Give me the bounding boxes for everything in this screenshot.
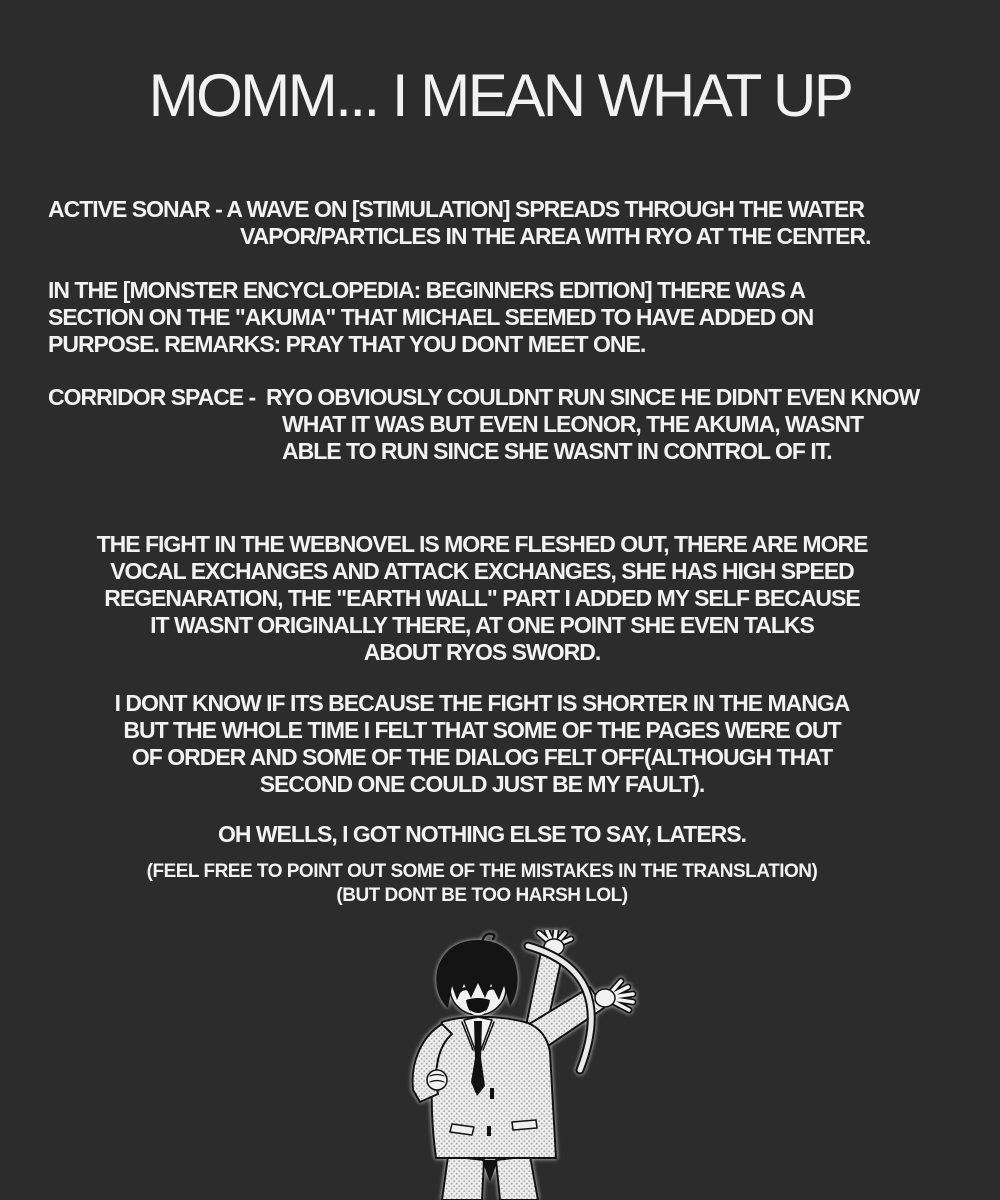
- note-active-sonar: [48, 196, 871, 250]
- suit-jacket: [432, 1017, 556, 1158]
- fist-icon: [427, 1070, 447, 1090]
- jacket-button: [490, 1088, 494, 1099]
- note-line: ABLE TO RUN SINCE SHE WASNT IN CONTROL OF IT.: [282, 438, 832, 464]
- note-line: CORRIDOR SPACE - RYO OBVIOUSLY COULDNT RUN SINCE HE DIDNT EVEN KNOW: [48, 384, 920, 410]
- jacket-pocket-right: [512, 1120, 537, 1130]
- jacket-button: [487, 1126, 491, 1136]
- note-monster-encyclopedia: [48, 277, 813, 358]
- note-line: IT WASNT ORIGINALLY THERE, AT ONE POINT SHE EVEN TALKS: [150, 612, 814, 638]
- note-line: PURPOSE. REMARKS: PRAY THAT YOU DONT MEET ONE.: [48, 331, 646, 357]
- note-line: ACTIVE SONAR - A WAVE ON [STIMULATION] SPREADS THROUGH THE WATER: [48, 196, 864, 222]
- note-line: (FEEL FREE TO POINT OUT SOME OF THE MISTAKES IN THE TRANSLATION): [146, 861, 818, 882]
- note-line: (BUT DONT BE TOO HARSH LOL): [336, 885, 628, 906]
- note-line: OF ORDER AND SOME OF THE DIALOG FELT OFF(ALTHOUGH THAT: [131, 744, 833, 770]
- note-line: SECOND ONE COULD JUST BE MY FAULT).: [259, 771, 705, 797]
- note-line: VOCAL EXCHANGES AND ATTACK EXCHANGES, SHE HAS HIGH SPEED: [110, 558, 854, 584]
- note-signoff: [0, 821, 964, 848]
- page-title: MOMM... I MEAN WHAT UP: [148, 62, 852, 129]
- note-webnovel-fight: [0, 531, 964, 666]
- note-line: IN THE [MONSTER ENCYCLOPEDIA: BEGINNERS EDITION] THERE WAS A: [48, 277, 805, 303]
- note-line: SECTION ON THE "AKUMA" THAT MICHAEL SEEMED TO HAVE ADDED ON: [48, 304, 814, 330]
- note-line: VAPOR/PARTICLES IN THE AREA WITH RYO AT THE CENTER.: [240, 223, 871, 249]
- note-line: OH WELLS, I GOT NOTHING ELSE TO SAY, LATERS.: [217, 821, 747, 847]
- waving-hand-right-icon: [595, 981, 633, 1010]
- note-line: BUT THE WHOLE TIME I FELT THAT SOME OF THE PAGES WERE OUT: [123, 717, 841, 743]
- waving-boy-illustration: [378, 930, 640, 1200]
- note-corridor-space: [48, 384, 919, 465]
- note-manga-pages: [0, 690, 964, 798]
- note-postscript: [0, 860, 964, 908]
- note-line: THE FIGHT IN THE WEBNOVEL IS MORE FLESHED OUT, THERE ARE MORE: [96, 531, 868, 557]
- note-line: I DONT KNOW IF ITS BECAUSE THE FIGHT IS SHORTER IN THE MANGA: [114, 690, 850, 716]
- note-line: ABOUT RYOS SWORD.: [363, 639, 601, 665]
- left-trouser-leg: [442, 1156, 484, 1200]
- note-line: WHAT IT WAS BUT EVEN LEONOR, THE AKUMA, WASNT: [282, 411, 864, 437]
- note-line: REGENARATION, THE "EARTH WALL" PART I ADDED MY SELF BECAUSE: [104, 585, 860, 611]
- right-trouser-leg: [496, 1156, 538, 1200]
